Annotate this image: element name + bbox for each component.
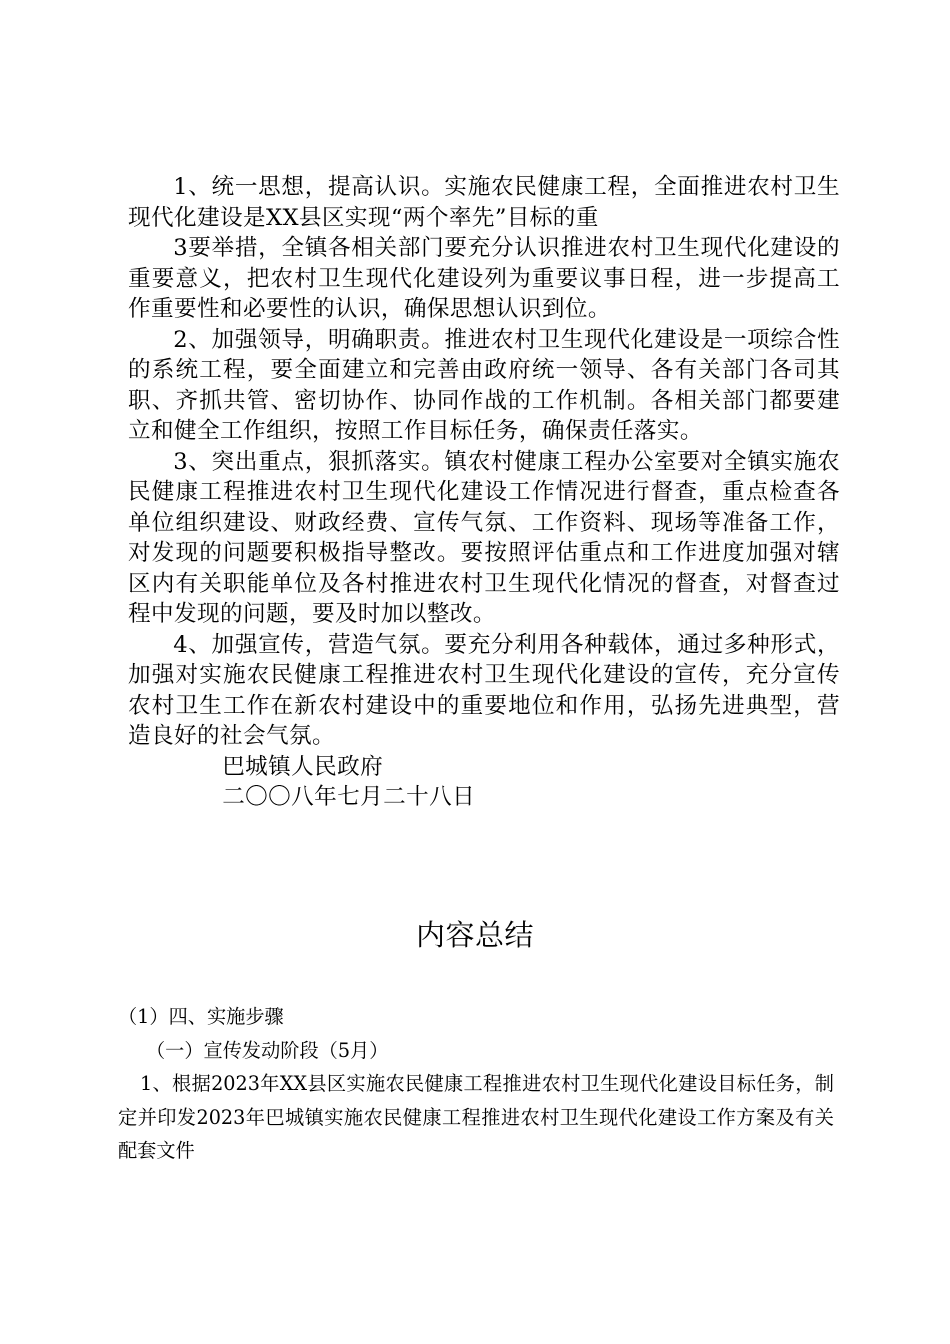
paragraph-5: 4、加强宣传，营造气氛。要充分利用各种载体，通过多种形式，加强对实施农民健康工程推进农村卫生现代化建设的宣传，充分宣传农村卫生工作在新农村建设中的重要地位和作用，弘扬先进典型，营造良好的社会气氛。 [128, 631, 840, 749]
summary-line-2: （一）宣传发动阶段（5月） [146, 1038, 389, 1062]
signature: 巴城镇人民政府 [222, 753, 384, 780]
date: 二〇〇八年七月二十八日 [222, 784, 476, 810]
paragraph-1: 1、统一思想，提高认识。实施农民健康工程，全面推进农村卫生现代化建设是XX县区实现“两个率先”目标的重 [128, 174, 840, 231]
paragraph-3: 2、加强领导，明确职责。推进农村卫生现代化建设是一项综合性的系统工程，要全面建立和完善由政府统一领导、各有关部门各司其职、齐抓共管、密切协作、协同作战的工作机制。各相关部门都要建立和健全工作组织，按照工作目标任务，确保责任落实。 [128, 326, 840, 444]
summary-line-3: 1、根据2023年XX县区实施农民健康工程推进农村卫生现代化建设目标任务，制定并印发2023年巴城镇实施农民健康工程推进农村卫生现代化建设工作方案及有关配套文件 [118, 1072, 834, 1162]
summary-section [118, 1000, 834, 1168]
paragraph-2: 3要举措，全镇各相关部门要充分认识推进农村卫生现代化建设的重要意义，把农村卫生现代化建设列为重要议事日程，进一步提高工作重要性和必要性的认识，确保思想认识到位。 [128, 235, 840, 322]
document-body [128, 172, 840, 813]
summary-title: 内容总结 [415, 918, 534, 952]
paragraph-4: 3、突出重点，狠抓落实。镇农村健康工程办公室要对全镇实施农民健康工程推进农村卫生现代化建设工作情况进行督查，重点检查各单位组织建设、财政经费、宣传气氛、工作资料、现场等准备工作，对发现的问题要积极指导整改。要按照评估重点和工作进度加强对辖区内有关职能单位及各村推进农村卫生现代化情况的督查，对督查过程中发现的问题，要及时加以整改。 [128, 448, 840, 627]
summary-line-1: （1）四、实施步骤 [118, 1005, 284, 1028]
